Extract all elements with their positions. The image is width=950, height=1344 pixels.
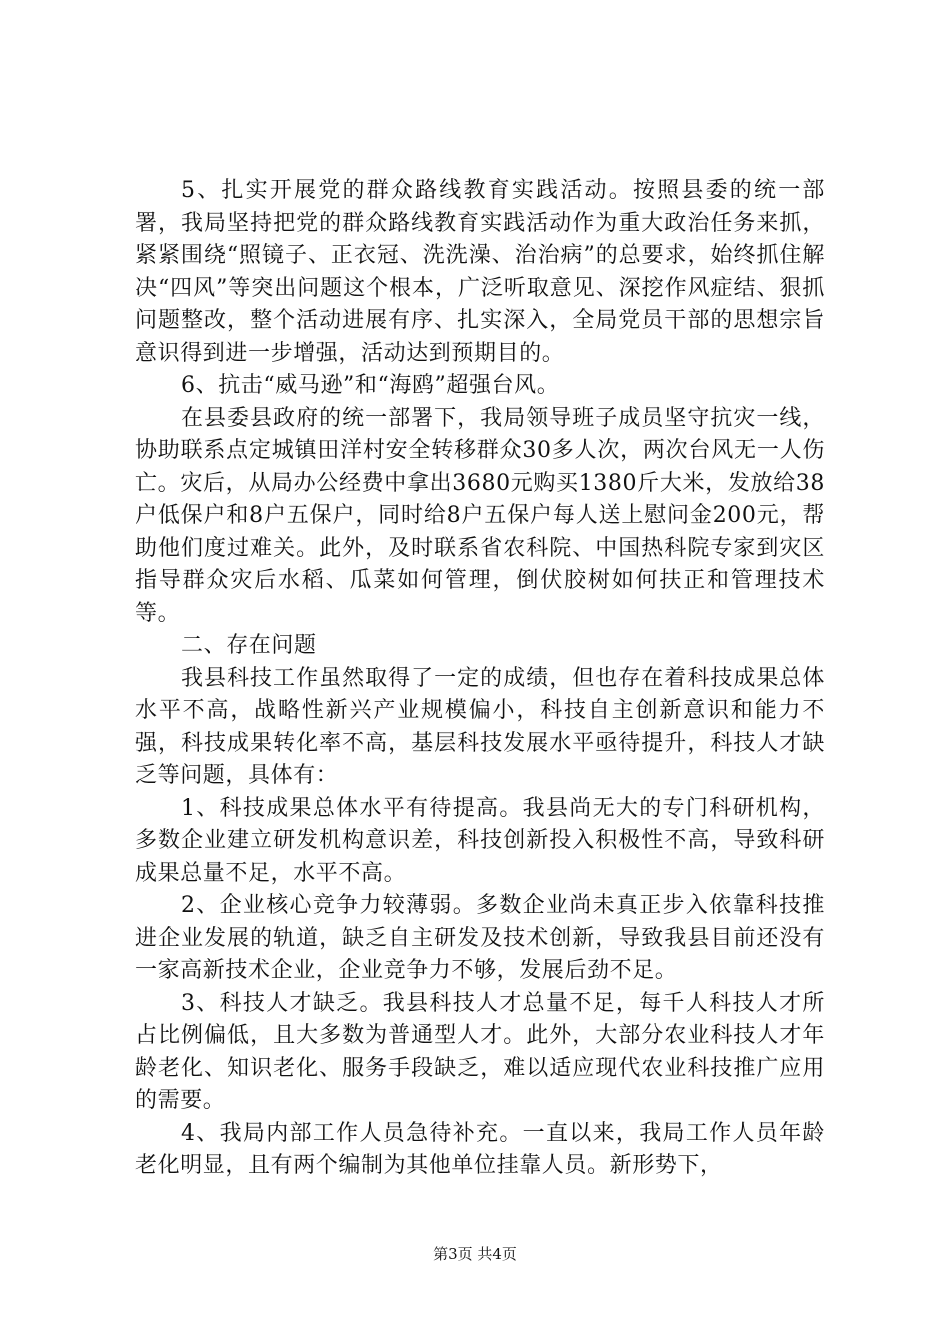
paragraph-problems-intro: 我县科技工作虽然取得了一定的成绩，但也存在着科技成果总体水平不高，战略性新兴产业规模偏小，科技自主创新意识和能力不强，科技成果转化率不高，基层科技发展水平亟待提升，科技人才缺乏等问题，具体有： [135, 665, 825, 788]
paragraph-problem-3: 3、科技人才缺乏。我县科技人才总量不足，每千人科技人才所占比例偏低，且大多数为普通型人才。此外，大部分农业科技人才年龄老化、知识老化、服务手段缺乏，难以适应现代农业科技推广应用的需要。 [135, 990, 825, 1113]
page-footer: 第3页 共4页 [433, 1245, 517, 1263]
paragraph-item-5: 5、扎实开展党的群众路线教育实践活动。按照县委的统一部署，我局坚持把党的群众路线教育实践活动作为重大政治任务来抓，紧紧围绕“照镜子、正衣冠、洗洗澡、治治病”的总要求，始终抓住解决“四风”等突出问题这个根本，广泛听取意见、深挖作风症结、狠抓问题整改，整个活动进展有序、扎实深入，全局党员干部的思想宗旨意识得到进一步增强，活动达到预期目的。 [135, 178, 825, 366]
paragraph-problem-1: 1、科技成果总体水平有待提高。我县尚无大的专门科研机构，多数企业建立研发机构意识差，科技创新投入积极性不高，导致科研成果总量不足，水平不高。 [135, 795, 825, 886]
paragraph-typhoon-detail: 在县委县政府的统一部署下，我局领导班子成员坚守抗灾一线，协助联系点定城镇田洋村安全转移群众30多人次，两次台风无一人伤亡。灾后，从局办公经费中拿出3680元购买1380斤大米，发放给38户低保户和8户五保户，同时给8户五保户每人送上慰问金200元，帮助他们度过难关。此外，及时联系省农科院、中国热科院专家到灾区指导群众灾后水稻、瓜菜如何管理，倒伏胶树如何扶正和管理技术等。 [135, 405, 825, 626]
document-body [135, 175, 825, 1183]
paragraph-problem-2: 2、企业核心竞争力较薄弱。多数企业尚未真正步入依靠科技推进企业发展的轨道，缺乏自主研发及技术创新，导致我县目前还没有一家高新技术企业，企业竞争力不够，发展后劲不足。 [135, 893, 825, 983]
section-heading-problems: 二、存在问题 [181, 633, 317, 658]
paragraph-item-6-title: 6、抗击“威马逊”和“海鸥”超强台风。 [181, 373, 560, 398]
paragraph-problem-4: 4、我局内部工作人员急待补充。一直以来，我局工作人员年龄老化明显，且有两个编制为其他单位挂靠人员。新形势下， [135, 1120, 825, 1178]
